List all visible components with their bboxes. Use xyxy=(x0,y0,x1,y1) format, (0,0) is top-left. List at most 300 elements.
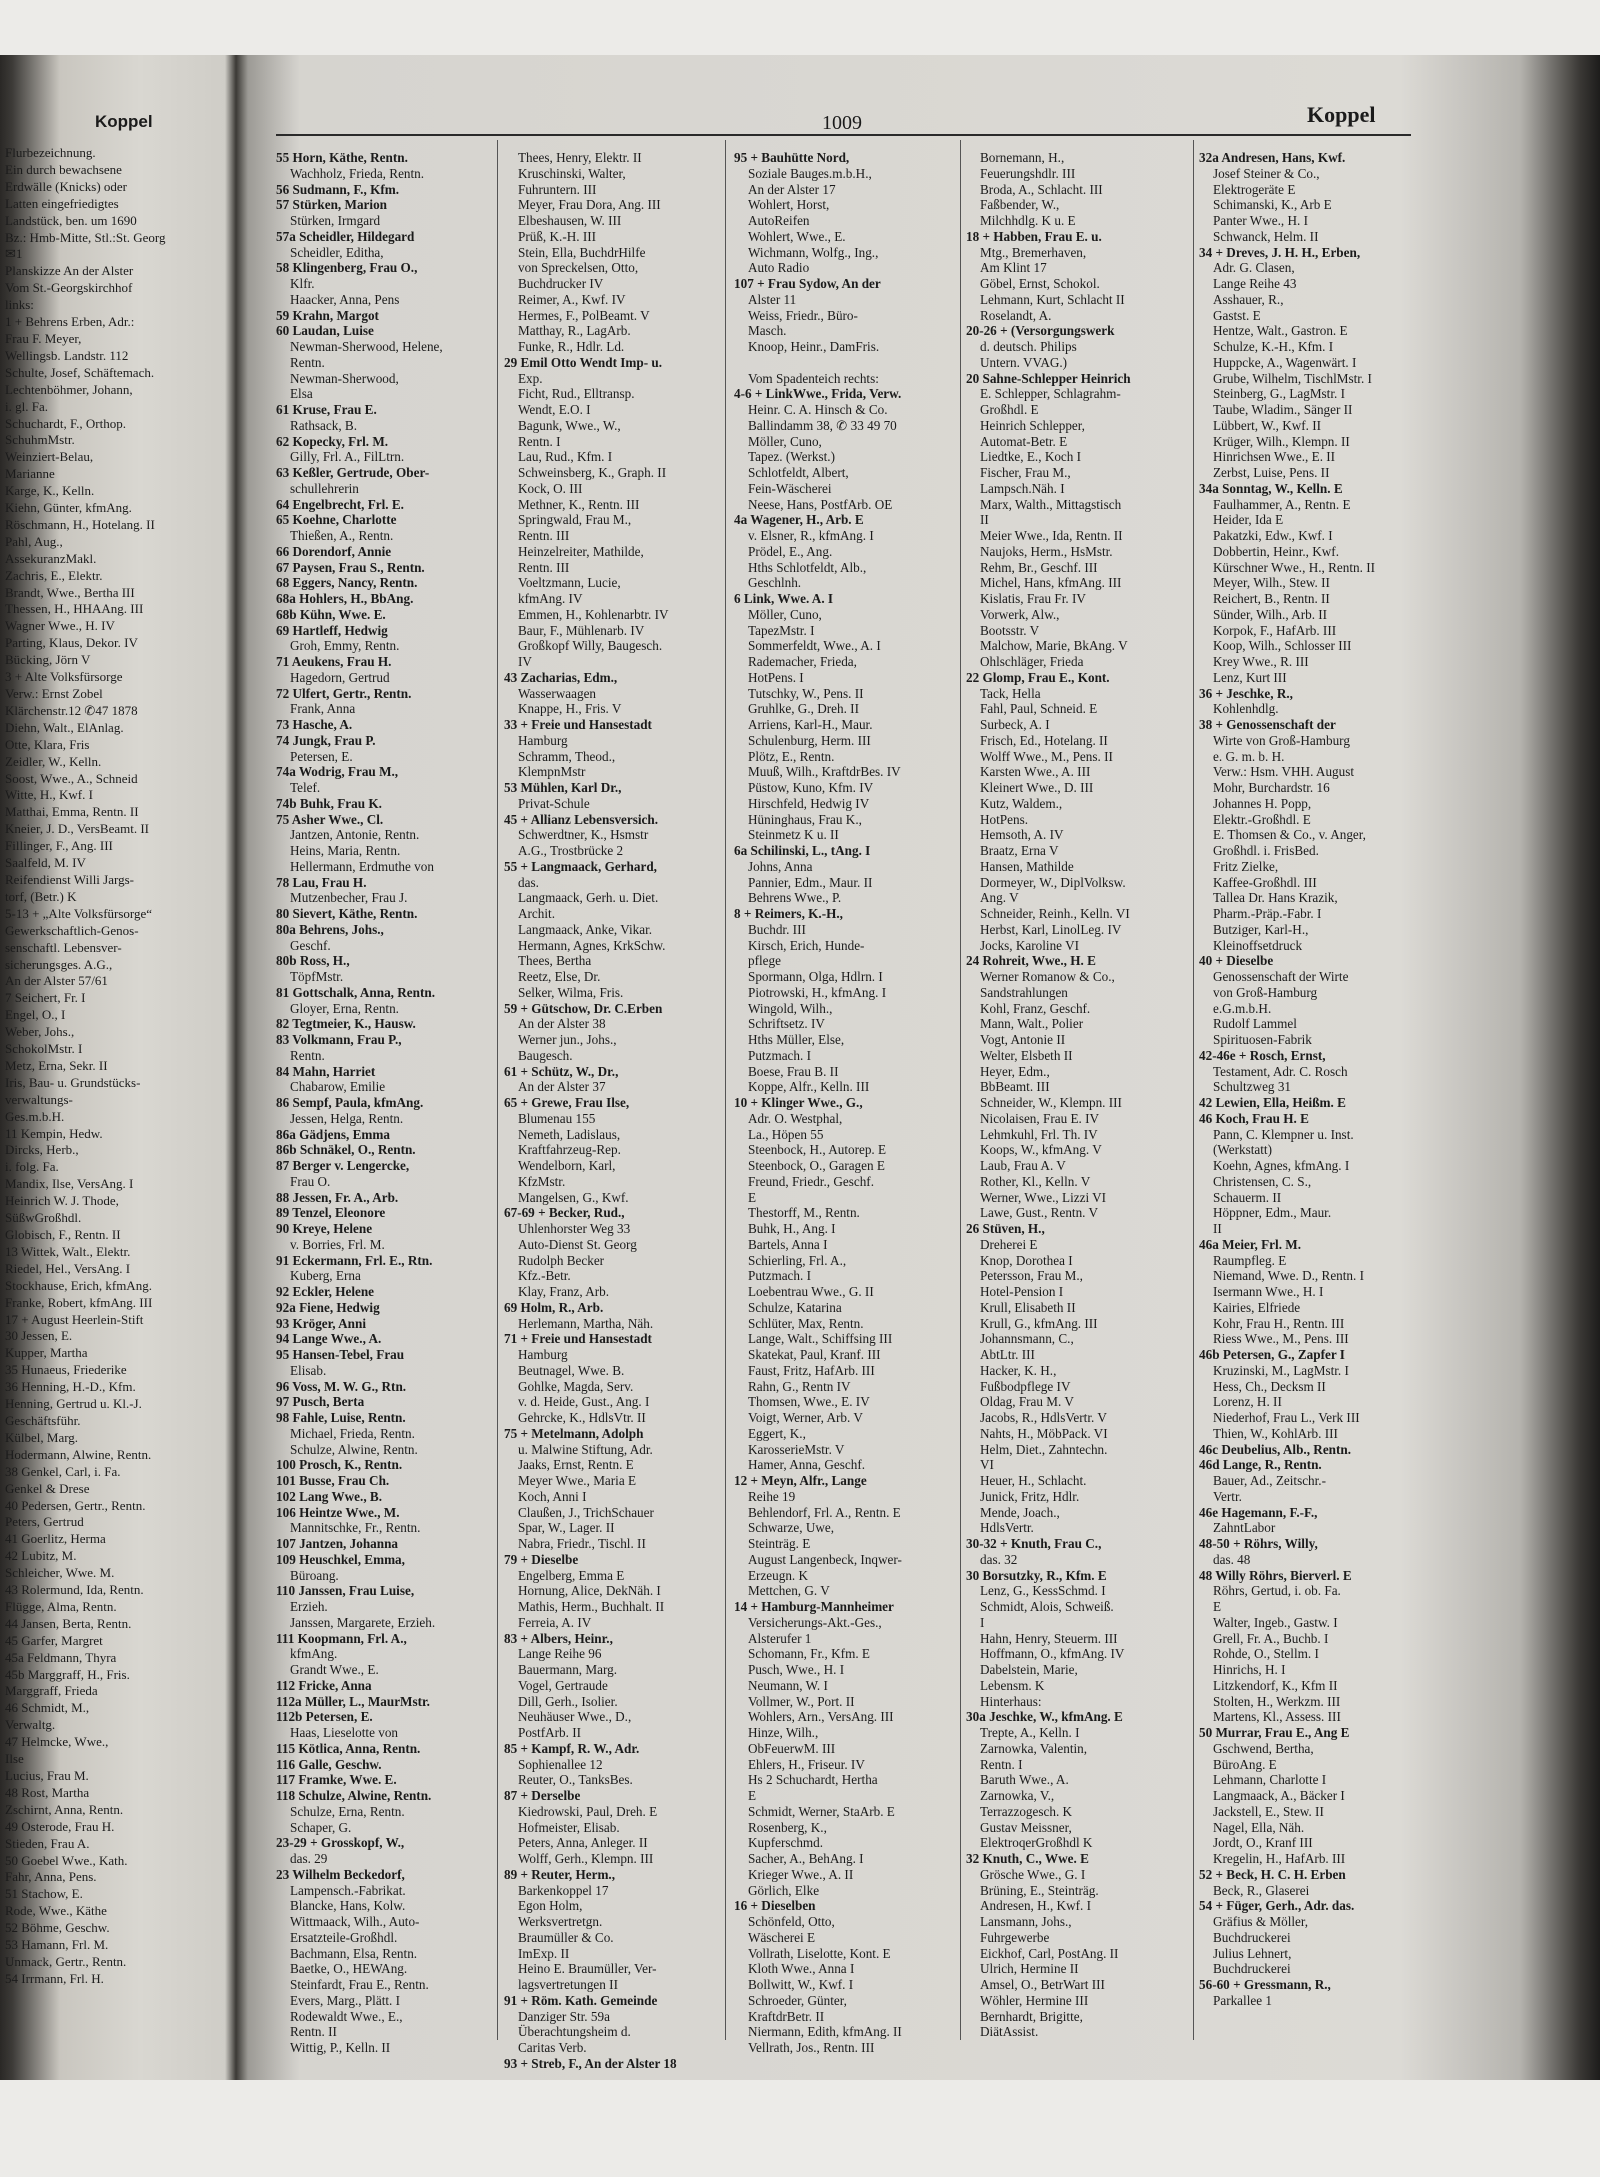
directory-entry: v. d. Heide, Gust., Ang. I xyxy=(518,1394,650,1410)
directory-entry: 71 Aeukens, Frau H. xyxy=(276,654,392,669)
directory-entry: 16 + Dieselben xyxy=(734,1898,816,1914)
directory-entry: das. xyxy=(518,874,539,890)
directory-entry: 34 + Dreves, J. H. H., Erben, xyxy=(1199,244,1361,260)
left-page-line: sicherungsges. A.G., xyxy=(5,956,113,972)
directory-entry: 30a Jeschke, W., kfmAng. E xyxy=(966,1709,1123,1725)
directory-entry: Feuerungshdlr. III xyxy=(980,165,1076,181)
directory-entry: 88 Jessen, Fr. A., Arb. xyxy=(276,1189,399,1205)
directory-entry: Marx, Walth., Mittagstisch xyxy=(980,496,1122,512)
directory-entry: Braatz, Erna V xyxy=(980,843,1059,858)
directory-entry: 67 Paysen, Frau S., Rentn. xyxy=(276,559,425,575)
directory-entry: 95 + Bauhütte Nord, xyxy=(734,150,850,165)
left-page-line: Reifendienst Willi Jargs- xyxy=(5,871,134,887)
directory-entry: 26 Stüven, H., xyxy=(966,1221,1045,1236)
directory-entry: 23 Wilhelm Beckedorf, xyxy=(276,1866,405,1882)
directory-entry: lagsvertretungen II xyxy=(518,1977,618,1992)
directory-entry: Rentn. II xyxy=(290,2024,337,2040)
directory-entry: 93 Kröger, Anni xyxy=(276,1315,366,1331)
directory-entry: Lange Reihe 96 xyxy=(518,1646,602,1662)
directory-entry: 4a Wagener, H., Arb. E xyxy=(734,512,864,528)
directory-entry: e. G. m. b. H. xyxy=(1213,748,1285,764)
directory-entry: Kfz.-Betr. xyxy=(518,1268,571,1284)
directory-entry: Hinze, Wilh., xyxy=(748,1725,819,1740)
directory-entry: 59 + Gütschow, Dr. C.Erben xyxy=(504,1000,663,1016)
directory-entry: Gohlke, Magda, Serv. xyxy=(518,1378,634,1394)
directory-entry: Schweinsberg, K., Graph. II xyxy=(518,465,667,480)
left-page-line: Zachris, E., Elektr. xyxy=(5,567,103,583)
directory-entry: Walter, Ingeb., Gastw. I xyxy=(1213,1614,1338,1630)
directory-entry: Jessen, Helga, Rentn. xyxy=(290,1110,404,1126)
directory-entry: Elisab. xyxy=(290,1362,327,1378)
directory-entry: 42-46e + Rosch, Ernst, xyxy=(1199,1047,1326,1063)
directory-entry: Vertr. xyxy=(1213,1488,1242,1504)
left-page-line: torf, (Betr.) K xyxy=(5,888,77,904)
directory-entry: Schultzweg 31 xyxy=(1213,1079,1292,1095)
directory-entry: Grube, Wilhelm, TischlMstr. I xyxy=(1213,370,1372,386)
directory-entry: Wöhler, Hermine III xyxy=(980,1992,1089,2008)
directory-entry: Schwarze, Uwe, xyxy=(748,1520,835,1536)
directory-entry: Prödel, E., Ang. xyxy=(748,543,833,559)
directory-entry: 46 Koch, Frau H. E xyxy=(1199,1110,1309,1126)
directory-entry: Rother, Kl., Kelln. V xyxy=(980,1173,1091,1189)
directory-entry: 40 + Dieselbe xyxy=(1199,953,1274,969)
directory-entry: Kürschner Wwe., H., Rentn. II xyxy=(1213,559,1375,575)
directory-entry: 58 Klingenberg, Frau O., xyxy=(276,260,418,276)
directory-entry: Tutschky, W., Pens. II xyxy=(748,685,864,701)
directory-entry: Mutzenbecher, Frau J. xyxy=(290,890,408,906)
directory-entry: 67-69 + Becker, Rud., xyxy=(504,1205,625,1221)
directory-entry: 112a Müller, L., MaurMstr. xyxy=(276,1693,430,1709)
directory-entry: 92 Eckler, Helene xyxy=(276,1284,375,1299)
directory-entry: KraftdrBetr. II xyxy=(748,2008,825,2024)
directory-entry: 72 Ulfert, Gertr., Rentn. xyxy=(276,685,412,701)
directory-entry: 79 + Dieselbe xyxy=(504,1551,579,1567)
directory-entry: Pann, C. Klempner u. Inst. xyxy=(1213,1126,1354,1142)
directory-entry: 80a Behrens, Johs., xyxy=(276,921,384,937)
directory-entry: Helm, Diet., Zahntechn. xyxy=(980,1441,1108,1457)
directory-entry: Sandstrahlungen xyxy=(980,984,1068,1000)
directory-entry: Meyer, Wilh., Stew. II xyxy=(1213,575,1330,591)
directory-entry: Testament, Adr. C. Rosch xyxy=(1213,1063,1348,1079)
left-page-line: SchokolMstr. I xyxy=(5,1041,83,1057)
directory-entry: Frau O. xyxy=(290,1173,331,1189)
directory-entry: Kiedrowski, Paul, Dreh. E xyxy=(518,1803,658,1819)
directory-entry: Geschf. xyxy=(290,937,331,953)
directory-entry: Chabarow, Emilie xyxy=(290,1079,386,1095)
left-page-line: Flügge, Alma, Rentn. xyxy=(5,1598,117,1614)
directory-entry: Vogel, Gertraude xyxy=(518,1677,608,1693)
directory-entry: Boese, Frau B. II xyxy=(748,1063,839,1079)
directory-entry: 69 Holm, R., Arb. xyxy=(504,1299,604,1315)
directory-entry: Automat-Betr. E xyxy=(980,433,1068,449)
directory-entry: 69 Hartleff, Hedwig xyxy=(276,622,388,638)
directory-entry: Herlemann, Martha, Näh. xyxy=(518,1315,654,1331)
directory-entry: Lorenz, H. II xyxy=(1213,1394,1282,1410)
directory-entry: Hofmeister, Elisab. xyxy=(518,1819,620,1835)
directory-entry: Genossenschaft der Wirte xyxy=(1213,969,1349,984)
left-page-line: verwaltungs- xyxy=(5,1091,73,1107)
directory-entry: Gastst. E xyxy=(1213,307,1261,323)
directory-entry: Mann, Walt., Polier xyxy=(980,1016,1084,1032)
directory-entry: Taube, Wladim., Sänger II xyxy=(1213,402,1353,417)
directory-entry: 30 Borsutzky, R., Kfm. E xyxy=(966,1567,1107,1583)
directory-column-2 xyxy=(504,150,722,2072)
left-page-line: 36 Henning, H.-D., Kfm. xyxy=(5,1379,136,1395)
directory-entry: Faßbender, W., xyxy=(980,197,1060,213)
directory-entry: Voigt, Werner, Arb. V xyxy=(748,1410,863,1425)
directory-entry: Buchdruckerei xyxy=(1213,1929,1291,1945)
directory-entry: Nahts, H., MöbPack. VI xyxy=(980,1425,1108,1441)
directory-entry: Lau, Rud., Kfm. I xyxy=(518,449,613,465)
directory-entry: Erzeugn. K xyxy=(748,1567,809,1583)
directory-entry: 18 + Habben, Frau E. u. xyxy=(966,228,1102,244)
directory-entry: Kohlenhdlg. xyxy=(1213,701,1279,717)
left-page-line: 5-13 + „Alte Volksfürsorge“ xyxy=(5,905,153,921)
directory-entry: Ohlschläger, Frieda xyxy=(980,654,1084,669)
directory-entry: Sommerfeldt, Wwe., A. I xyxy=(748,638,881,654)
directory-entry: Fahl, Paul, Schneid. E xyxy=(980,701,1098,717)
left-page-line: Matthai, Emma, Rentn. II xyxy=(5,804,139,820)
directory-entry: HotPens. xyxy=(980,811,1028,827)
directory-entry: Elektr.-Großhdl. E xyxy=(1213,811,1311,827)
directory-entry: Steinmetz K u. II xyxy=(748,827,839,843)
directory-entry: Gehrcke, K., HdlsVtr. II xyxy=(518,1410,646,1425)
directory-entry: Schulze, Erna, Rentn. xyxy=(290,1803,405,1819)
directory-column-4 xyxy=(966,150,1184,2040)
directory-entry: Kaffee-Großhdl. III xyxy=(1213,874,1317,890)
directory-entry: Lawe, Gust., Rentn. V xyxy=(980,1205,1099,1221)
left-page-line: Schleicher, Wwe. M. xyxy=(5,1565,115,1581)
left-page-line: Erdwälle (Knicks) oder xyxy=(5,178,128,194)
left-page-line: 52 Böhme, Geschw. xyxy=(5,1920,110,1936)
left-page-line: Flurbezeichnung. xyxy=(5,145,96,160)
directory-entry: 93 + Streb, F., An der Alster 18 xyxy=(504,2055,677,2071)
directory-entry: 22 Glomp, Frau E., Kont. xyxy=(966,669,1110,685)
left-page-line: i. gl. Fa. xyxy=(5,398,48,414)
directory-entry: Eickhof, Carl, PostAng. II xyxy=(980,1945,1119,1961)
directory-entry: Josef Steiner & Co., xyxy=(1213,165,1320,181)
directory-entry: 68a Hohlers, H., BbAng. xyxy=(276,591,414,606)
directory-entry: 86 Sempf, Paula, kfmAng. xyxy=(276,1095,424,1110)
directory-entry: Neuhäuser Wwe., D., xyxy=(518,1709,632,1725)
directory-entry: Tack, Hella xyxy=(980,685,1041,701)
directory-entry: An der Alster 38 xyxy=(518,1016,606,1032)
directory-entry: Lehmann, Kurt, Schlacht II xyxy=(980,291,1125,307)
directory-entry: Naujoks, Herm., HsMstr. xyxy=(980,543,1113,559)
directory-entry: Mende, Joach., xyxy=(980,1504,1060,1520)
directory-entry: Hirschfeld, Hedwig IV xyxy=(748,795,870,811)
directory-entry: Ersatzteile-Großhdl. xyxy=(290,1929,398,1945)
directory-entry: Muuß, Wilh., KraftdrBes. IV xyxy=(748,764,901,780)
left-page-line: ✉1 xyxy=(5,246,23,262)
left-page-line: Engel, O., I xyxy=(5,1007,66,1023)
left-page-line: Frau F. Meyer, xyxy=(5,330,82,346)
directory-entry: Gschwend, Bertha, xyxy=(1213,1740,1314,1756)
directory-entry: Schwanck, Helm. II xyxy=(1213,228,1319,244)
directory-entry: Kruschinski, Walter, xyxy=(518,165,626,181)
directory-entry: Thees, Henry, Elektr. II xyxy=(518,150,642,165)
directory-entry: ObFeuerwM. III xyxy=(748,1740,836,1756)
directory-entry: Wachholz, Frieda, Rentn. xyxy=(290,165,425,181)
directory-entry: Matthay, R., LagArb. xyxy=(518,323,631,339)
directory-entry: Fußbodpflege IV xyxy=(980,1378,1071,1394)
directory-entry: Schimanski, K., Arb E xyxy=(1213,197,1332,213)
directory-entry: Johannes H. Popp, xyxy=(1213,795,1312,811)
directory-entry: Fritz Zielke, xyxy=(1213,858,1279,874)
directory-entry: Dobbertin, Heinr., Kwf. xyxy=(1213,543,1339,559)
directory-entry: Kohr, Frau H., Rentn. III xyxy=(1213,1315,1345,1331)
directory-entry: Baetke, O., HEWAng. xyxy=(290,1961,408,1977)
left-page-line: Metz, Erna, Sekr. II xyxy=(5,1057,108,1073)
left-page-line: SüßwGroßhdl. xyxy=(5,1210,82,1226)
directory-entry: Schwerdtner, K., Hsmstr xyxy=(518,827,649,843)
left-page-line: Wellingsb. Landstr. 112 xyxy=(5,347,129,363)
directory-entry: 97 Pusch, Berta xyxy=(276,1394,365,1410)
directory-entry: Pusch, Wwe., H. I xyxy=(748,1662,845,1677)
directory-entry: Haacker, Anna, Pens xyxy=(290,291,400,307)
directory-entry: Barkenkoppel 17 xyxy=(518,1882,609,1898)
directory-entry: Lampsch.Näh. I xyxy=(980,480,1065,496)
scan-margin-top xyxy=(0,0,1600,55)
left-page-line: Kiehn, Günter, kfmAng. xyxy=(5,500,132,516)
directory-entry: Dabelstein, Marie, xyxy=(980,1662,1078,1677)
directory-entry: Rentn. I xyxy=(980,1756,1023,1772)
directory-entry: Bauermann, Marg. xyxy=(518,1662,618,1677)
directory-entry: Schulenburg, Herm. III xyxy=(748,732,871,748)
directory-entry: Thießen, A., Rentn. xyxy=(290,528,394,543)
directory-entry: DiätAssist. xyxy=(980,2024,1039,2040)
directory-entry: Panter Wwe., H. I xyxy=(1213,213,1308,228)
directory-entry: Langmaack, A., Bäcker I xyxy=(1213,1788,1345,1803)
directory-entry: Lenz, G., KessSchmd. I xyxy=(980,1583,1106,1599)
header-rule xyxy=(276,134,1411,136)
directory-entry: Jackstell, E., Stew. II xyxy=(1213,1803,1324,1819)
left-page-line: Mandix, Ilse, VersAng. I xyxy=(5,1176,134,1192)
left-page-title: Koppel xyxy=(95,112,153,131)
directory-entry: Bachmann, Elsa, Rentn. xyxy=(290,1945,418,1961)
left-page-line: links: xyxy=(5,297,34,313)
left-page-line: 40 Pedersen, Gertr., Rentn. xyxy=(5,1497,146,1513)
directory-entry: 52 + Beck, H. C. H. Erben xyxy=(1199,1866,1346,1882)
directory-entry: 112b Petersen, E. xyxy=(276,1709,373,1725)
directory-entry: 109 Heuschkel, Emma, xyxy=(276,1551,405,1567)
left-page-line: Klärchenstr.12 ✆47 1878 xyxy=(5,702,138,718)
directory-entry: 80b Ross, H., xyxy=(276,953,350,969)
directory-entry: Spirituosen-Fabrik xyxy=(1213,1032,1312,1047)
directory-entry: Alsterufer 1 xyxy=(748,1630,812,1646)
directory-entry: d. deutsch. Philips xyxy=(980,339,1077,354)
directory-entry: Werner Romanow & Co., xyxy=(980,969,1115,984)
directory-entry: 111 Koopmann, Frl. A., xyxy=(276,1630,407,1646)
left-page-line: Bz.: Hmb-Mitte, Stl.:St. Georg xyxy=(5,229,166,245)
directory-entry: VI xyxy=(980,1457,994,1473)
left-page-line: 47 Helmcke, Wwe., xyxy=(5,1734,109,1750)
directory-entry: 53 Mühlen, Karl Dr., xyxy=(504,780,622,795)
directory-entry: Meyer, Frau Dora, Ang. III xyxy=(518,197,661,213)
left-page-line: 35 Hunaeus, Friederike xyxy=(5,1362,127,1378)
directory-entry: Heinrich Schlepper, xyxy=(980,417,1085,433)
directory-entry: 101 Busse, Frau Ch. xyxy=(276,1473,390,1488)
directory-entry: Reichert, B., Rentn. II xyxy=(1213,591,1330,606)
left-page-line: Ges.m.b.H. xyxy=(5,1108,65,1124)
directory-entry: 64 Engelbrecht, Frl. E. xyxy=(276,496,404,512)
left-page-line: Franke, Robert, kfmAng. III xyxy=(5,1294,153,1310)
directory-entry: Rodewaldt Wwe., E., xyxy=(290,2008,403,2024)
directory-entry: Schneider, Reinh., Kelln. VI xyxy=(980,906,1130,921)
directory-entry: Schaper, G. xyxy=(290,1819,352,1835)
left-page-line: 43 Rolermund, Ida, Rentn. xyxy=(5,1582,144,1598)
directory-entry: Newman-Sherwood, xyxy=(290,370,399,386)
directory-entry: Möller, Cuno, xyxy=(748,606,822,622)
directory-entry: Roselandt, A. xyxy=(980,307,1052,323)
directory-entry: Danziger Str. 59a xyxy=(518,2008,610,2024)
directory-entry: Versicherungs-Akt.-Ges., xyxy=(748,1614,882,1630)
directory-entry: Neese, Hans, PostfArb. OE xyxy=(748,496,893,512)
directory-entry: Butziger, Karl-H., xyxy=(1213,921,1309,937)
directory-entry: Heyer, Edm., xyxy=(980,1063,1050,1079)
directory-entry: 71 + Freie und Hansestadt xyxy=(504,1331,652,1347)
directory-entry: Malchow, Marie, BkAng. V xyxy=(980,638,1128,654)
directory-entry: 87 + Derselbe xyxy=(504,1788,581,1803)
directory-entry: Zerbst, Luise, Pens. II xyxy=(1213,465,1330,480)
left-page-line: Ilse xyxy=(5,1751,24,1767)
directory-entry: Buhk, H., Ang. I xyxy=(748,1221,836,1236)
left-page-line: Landstück, ben. um 1690 xyxy=(5,212,137,228)
directory-entry: Wohlert, Wwe., E. xyxy=(748,228,846,244)
left-page-line: Ein durch bewachsene xyxy=(5,161,122,177)
directory-entry: Rademacher, Frieda, xyxy=(748,654,857,669)
directory-entry: Funke, R., Hdlr. Ld. xyxy=(518,339,625,354)
directory-entry: Uhlenhorster Weg 33 xyxy=(518,1221,631,1236)
directory-entry: Großhdl. i. FrisBed. xyxy=(1213,843,1319,858)
left-page-line: 54 Irrmann, Frl. H. xyxy=(5,1970,104,1986)
directory-entry: Hths Schlotfeldt, Alb., xyxy=(748,559,867,575)
directory-entry: Eggert, K., xyxy=(748,1425,806,1441)
directory-entry: Stein, Ella, BuchdrHilfe xyxy=(518,244,646,260)
directory-entry: Klay, Franz, Arb. xyxy=(518,1284,610,1299)
directory-entry: Nemeth, Ladislaus, xyxy=(518,1126,621,1142)
directory-entry: Amsel, O., BetrWart III xyxy=(980,1977,1105,1992)
directory-entry: PostfArb. II xyxy=(518,1725,582,1740)
directory-entry: 32a Andresen, Hans, Kwf. xyxy=(1199,150,1346,165)
left-page-line: Otte, Klara, Fris xyxy=(5,736,90,752)
directory-entry: Wichmann, Wolfg., Ing., xyxy=(748,244,879,260)
directory-entry: Alster 11 xyxy=(748,291,797,307)
directory-entry: Claußen, J., TrichSchauer xyxy=(518,1504,654,1520)
directory-entry: v. Elsner, R., kfmAng. I xyxy=(748,528,874,543)
directory-entry: Kohl, Franz, Geschf. xyxy=(980,1000,1091,1016)
directory-entry: Kleinert Wwe., D. III xyxy=(980,780,1094,795)
directory-entry: Telef. xyxy=(290,780,321,795)
directory-entry: Ang. V xyxy=(980,890,1019,906)
directory-entry: 74b Buhk, Frau K. xyxy=(276,795,382,811)
left-page-line: Karge, K., Kelln. xyxy=(5,483,95,499)
directory-entry: Ferreia, A. IV xyxy=(518,1614,592,1630)
directory-entry: Huppcke, A., Wagenwärt. I xyxy=(1213,354,1357,370)
directory-entry: Jantzen, Antonie, Rentn. xyxy=(290,827,420,843)
directory-entry: Steinfardt, Frau E., Rentn. xyxy=(290,1977,429,1992)
directory-entry: (Werkstatt) xyxy=(1213,1142,1272,1158)
directory-entry: pflege xyxy=(748,953,781,969)
left-page-line: 7 Seichert, Fr. I xyxy=(5,990,86,1006)
directory-entry: Ulrich, Hermine II xyxy=(980,1961,1079,1977)
directory-entry: Newman-Sherwood, Helene, xyxy=(290,339,443,354)
directory-entry: I xyxy=(980,1614,985,1630)
directory-entry: Hess, Ch., Decksm II xyxy=(1213,1378,1326,1394)
directory-entry: Lübbert, W., Kwf. II xyxy=(1213,417,1322,433)
directory-entry: Springwald, Frau M., xyxy=(518,512,632,528)
directory-entry: Rehm, Br., Geschf. III xyxy=(980,559,1098,575)
directory-entry: Schramm, Theod., xyxy=(518,748,616,764)
directory-entry: Untern. VVAG.) xyxy=(980,354,1068,370)
directory-entry: Selker, Wilma, Fris. xyxy=(518,984,624,1000)
directory-entry: Überachtungsheim d. xyxy=(518,2024,631,2040)
directory-entry: Bartels, Anna I xyxy=(748,1236,828,1252)
directory-entry: Frisch, Ed., Hotelang. II xyxy=(980,732,1108,748)
scan-margin-bottom xyxy=(0,2080,1600,2177)
left-page-line: Latten eingefriedigtes xyxy=(5,195,119,211)
left-page-line: 49 Osterode, Frau H. xyxy=(5,1818,115,1834)
directory-entry: 82 Tegtmeier, K., Hausw. xyxy=(276,1016,416,1032)
directory-entry: Schierling, Frl. A., xyxy=(748,1252,847,1268)
directory-entry: Nagel, Ella, Näh. xyxy=(1213,1819,1305,1835)
left-page-line: 45 Garfer, Margret xyxy=(5,1632,103,1648)
directory-entry: Rudolph Becker xyxy=(518,1252,605,1268)
directory-entry: Rentn. III xyxy=(518,559,570,575)
directory-entry: Hahn, Henry, Steuerm. III xyxy=(980,1630,1118,1646)
directory-entry: das. 29 xyxy=(290,1851,328,1866)
directory-entry: Michel, Hans, kfmAng. III xyxy=(980,575,1122,591)
directory-entry: 20 Sahne-Schlepper Heinrich xyxy=(966,370,1131,386)
directory-entry: Kupferschmd. xyxy=(748,1835,824,1851)
directory-entry: Reihe 19 xyxy=(748,1488,796,1504)
directory-entry: Bornemann, H., xyxy=(980,150,1065,165)
directory-entry: Steinträg. E xyxy=(748,1536,811,1551)
directory-entry: Junick, Fritz, Hdlr. xyxy=(980,1488,1080,1504)
directory-entry: Krüger, Wilh., Klempn. II xyxy=(1213,433,1350,449)
directory-entry: 8 + Reimers, K.-H., xyxy=(734,906,843,921)
directory-entry: 63 Keßler, Gertrude, Ober- xyxy=(276,465,430,480)
directory-entry: HdlsVertr. xyxy=(980,1520,1034,1536)
directory-entry: Herbst, Karl, LinolLeg. IV xyxy=(980,921,1122,937)
directory-entry: 86b Schnäkel, O., Rentn. xyxy=(276,1142,416,1158)
directory-entry: Pannier, Edm., Maur. II xyxy=(748,874,873,890)
directory-entry: 89 + Reuter, Herm., xyxy=(504,1866,616,1882)
directory-entry: Surbeck, A. I xyxy=(980,717,1050,732)
directory-entry: 61 Kruse, Frau E. xyxy=(276,402,377,417)
left-page-line: Pahl, Aug., xyxy=(5,533,63,549)
directory-entry: Kock, O. III xyxy=(518,480,583,496)
directory-entry: Hüninghaus, Frau K., xyxy=(748,811,862,827)
directory-entry: Litzkendorf, K., Kfm II xyxy=(1213,1677,1338,1693)
directory-entry: Ficht, Rud., Elltransp. xyxy=(518,386,635,402)
directory-entry: Heinzelreiter, Mathilde, xyxy=(518,543,644,559)
left-page-text xyxy=(5,145,225,1988)
directory-entry: Janssen, Margarete, Erzieh. xyxy=(290,1614,436,1630)
directory-entry: Weiss, Friedr., Büro- xyxy=(748,307,858,323)
directory-entry: Jocks, Karoline VI xyxy=(980,937,1080,953)
directory-entry: 66 Dorendorf, Annie xyxy=(276,543,392,559)
directory-entry: Krey Wwe., R. III xyxy=(1213,654,1309,669)
left-page-line: 51 Stachow, E. xyxy=(5,1886,83,1902)
directory-entry: Schroeder, Günter, xyxy=(748,1992,847,2008)
left-page-line: 45a Feldmann, Thyra xyxy=(5,1649,117,1665)
left-page-line: Vom St.-Georgskirchhof xyxy=(5,280,133,296)
directory-entry: Thees, Bertha xyxy=(518,953,592,969)
directory-entry: Steinberg, G., LagMstr. I xyxy=(1213,386,1345,402)
directory-entry: Gloyer, Erna, Rentn. xyxy=(290,1000,399,1016)
directory-entry: August Langenbeck, Inqwer- xyxy=(748,1551,902,1567)
